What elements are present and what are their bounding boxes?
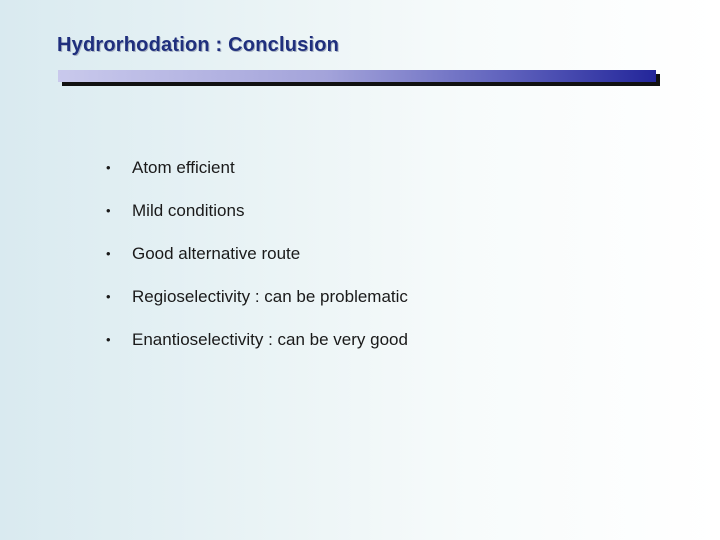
title-bar-fill [58, 70, 656, 82]
bullet-icon: • [106, 160, 111, 175]
bullet-text: Regioselectivity : can be problematic [132, 287, 408, 306]
title-underline-bar [58, 70, 656, 83]
bullet-text: Enantioselectivity : can be very good [132, 330, 408, 349]
slide-title: Hydrorhodation : Conclusion [57, 34, 340, 56]
bullet-text: Atom efficient [132, 158, 235, 177]
bullet-icon: • [106, 203, 111, 218]
bullet-icon: • [106, 246, 111, 261]
bullet-text: Mild conditions [132, 201, 245, 220]
bullet-icon: • [106, 289, 111, 304]
bullet-icon: • [106, 332, 111, 347]
bullet-text: Good alternative route [132, 244, 301, 263]
